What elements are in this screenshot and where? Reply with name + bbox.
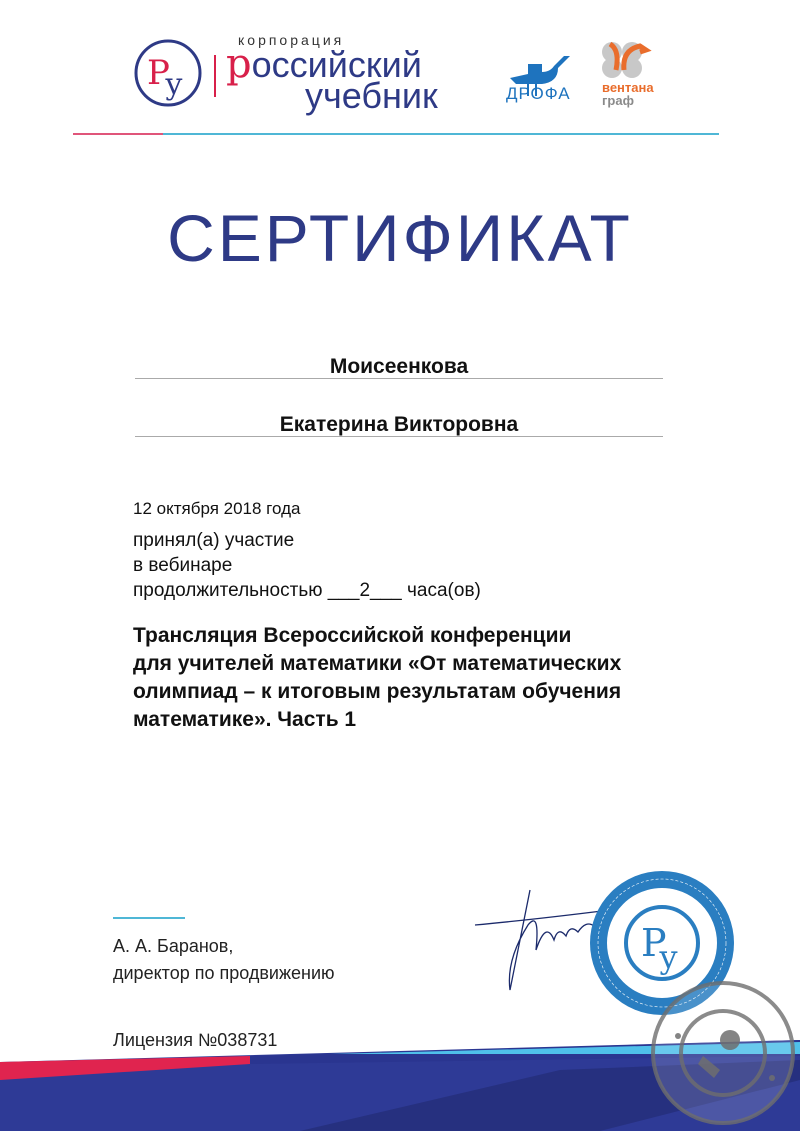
ventana-graf-logo-icon [600,40,652,80]
signature-accent-line [113,917,185,919]
svg-text:Р: Р [147,53,170,93]
corp-name-rest: оссийский [251,44,422,85]
certificate-title: СЕРТИФИКАТ [167,201,633,275]
event-title-line: математике». Часть 1 [133,708,357,731]
duration-value: ___2___ [327,580,402,601]
given-names-underline [135,436,663,437]
corp-name-first-letter: р [226,41,252,87]
event-title [133,622,733,734]
svg-text:у: у [165,67,183,102]
corp-name-line2: учебник [305,75,438,116]
drofa-logo-text: ДРОФА [506,84,571,103]
event-title-line: Трансляция Всероссийской конференции [133,624,572,647]
recipient-given-names: Екатерина Викторовна [279,413,519,436]
header-rule-blue [163,133,719,135]
event-date: 12 октября 2018 года [133,499,301,518]
header-divider [214,55,216,97]
signer-block [113,933,335,987]
document-verified-stamp-icon [648,978,798,1128]
signer-position: директор по продвижению [113,963,335,983]
participation-line: принял(а) участие [133,530,295,551]
duration-unit: часа(ов) [407,580,481,601]
recipient-surname: Моисеенкова [329,355,469,378]
corp-small-label: корпорация [238,32,345,48]
svg-text:Р: Р [641,921,667,965]
license-number: Лицензия №038731 [113,1030,278,1050]
duration-label: продолжительностью [133,580,323,601]
webinar-line: в вебинаре [133,555,233,576]
event-title-line: для учителей математики «От математических [133,652,622,675]
surname-underline [135,378,663,379]
ventana-logo-text: вентана [602,80,654,95]
event-title-line: олимпиад – к итоговым результатам обучения [133,680,622,703]
svg-text:у: у [659,938,678,976]
header-rule-red [73,133,163,135]
signer-name: А. А. Баранов, [113,936,234,956]
duration-line [133,580,481,602]
ru-logo-icon [133,38,203,108]
graf-logo-text: граф [602,93,634,108]
